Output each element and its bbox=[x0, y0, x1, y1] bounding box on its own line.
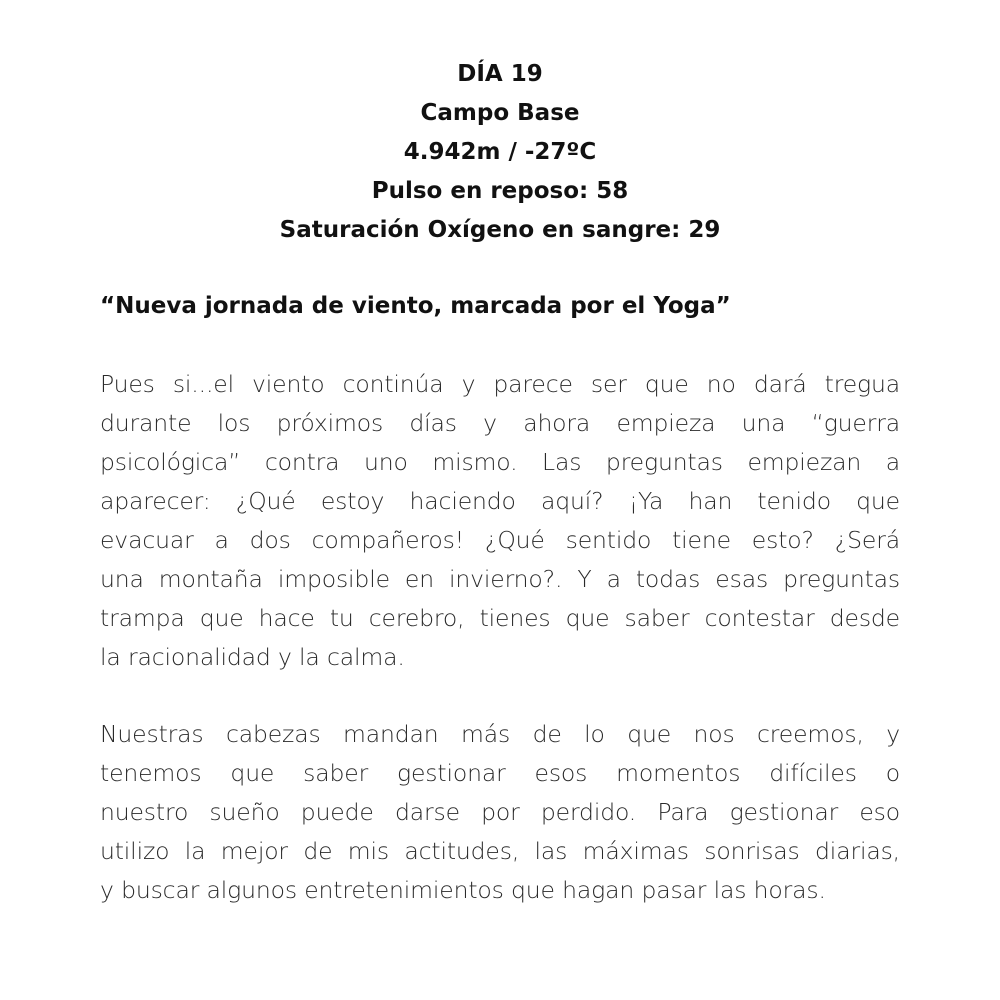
paragraph-line: Nuestras cabezas mandan más de lo que nos creemos, y bbox=[100, 720, 900, 748]
paragraph-line: durante los próximos días y ahora empieza una “guerra bbox=[100, 409, 900, 437]
paragraph-line: psicológica” contra uno mismo. Las preguntas empiezan a bbox=[100, 448, 900, 476]
paragraph-line: tenemos que saber gestionar esos momentos difíciles o bbox=[100, 759, 900, 787]
resting-pulse: Pulso en reposo: 58 bbox=[371, 178, 629, 204]
altitude-temperature: 4.942m / -27ºC bbox=[403, 139, 597, 165]
paragraph-line: y buscar algunos entretenimientos que hagan pasar las horas. bbox=[100, 876, 826, 904]
paragraph-line: aparecer: ¿Qué estoy haciendo aquí? ¡Ya han tenido que bbox=[100, 487, 900, 515]
entry-header bbox=[0, 55, 1000, 250]
paragraph-line: utilizo la mejor de mis actitudes, las máximas sonrisas diarias, bbox=[100, 837, 900, 865]
entry-headline: “Nueva jornada de viento, marcada por el Yoga” bbox=[100, 293, 731, 319]
paragraph-line: la racionalidad y la calma. bbox=[100, 643, 405, 671]
paragraph-line: Pues si...el viento continúa y parece ser que no dará tregua bbox=[100, 370, 900, 398]
paragraph-2 bbox=[100, 715, 900, 910]
paragraph-line: evacuar a dos compañeros! ¿Qué sentido tiene esto? ¿Será bbox=[100, 526, 900, 554]
oxygen-saturation: Saturación Oxígeno en sangre: 29 bbox=[279, 217, 721, 243]
paragraph-line: una montaña imposible en invierno?. Y a todas esas preguntas bbox=[100, 565, 900, 593]
day-title: DÍA 19 bbox=[457, 61, 543, 87]
paragraph-line: trampa que hace tu cerebro, tienes que saber contestar desde bbox=[100, 604, 900, 632]
location-title: Campo Base bbox=[420, 100, 580, 126]
paragraph-line: nuestro sueño puede darse por perdido. Para gestionar eso bbox=[100, 798, 900, 826]
paragraph-1 bbox=[100, 365, 900, 677]
